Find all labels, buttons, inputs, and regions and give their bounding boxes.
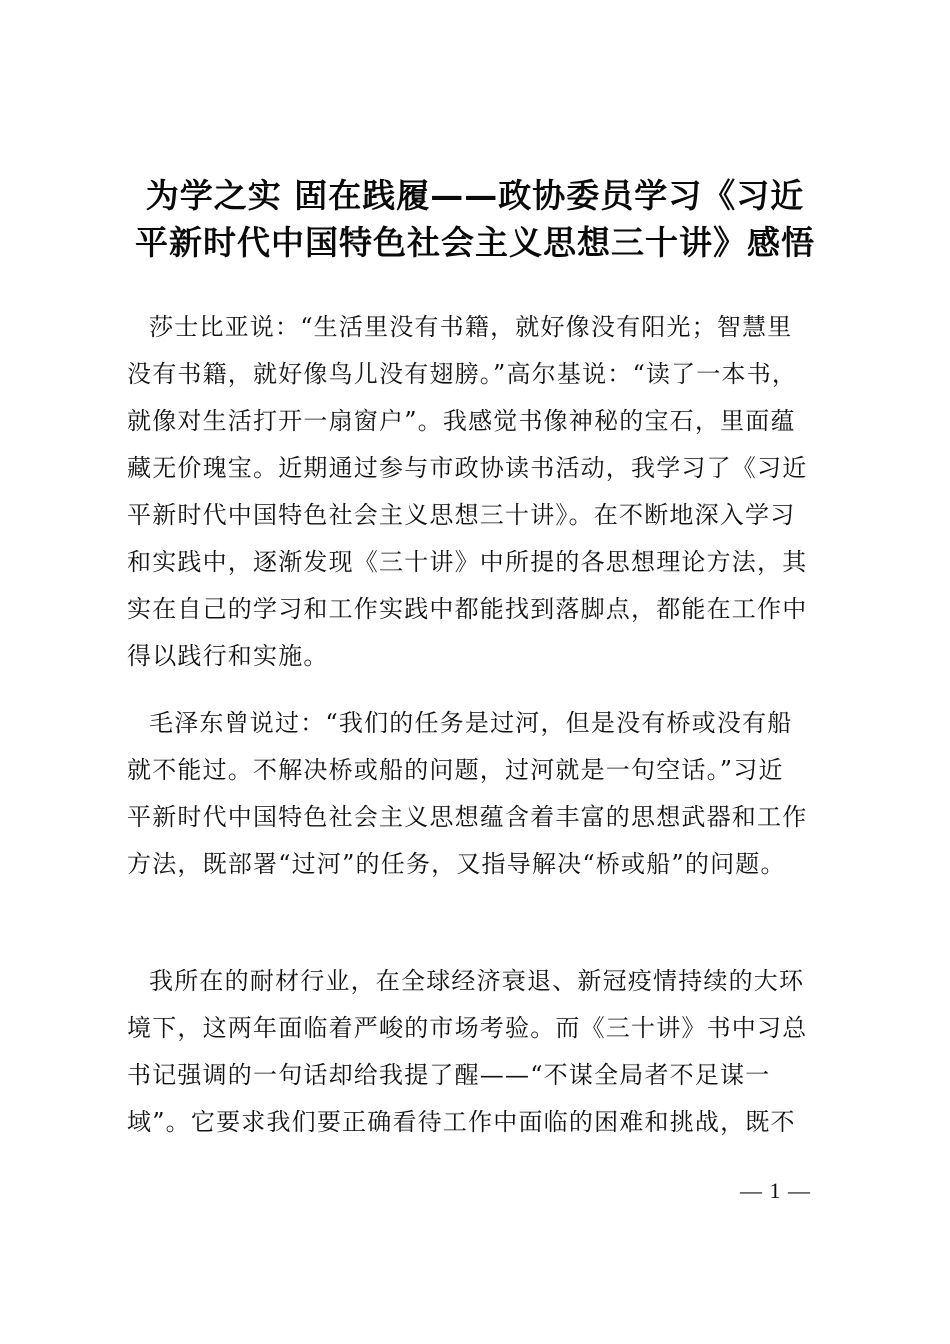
title-line-1: 为学之实 固在践履——政协委员学习《习近: [145, 176, 805, 215]
page-number: — 1 —: [740, 1178, 811, 1203]
paragraph-line: 得以践行和实施。: [127, 642, 329, 670]
paragraph-3: [127, 958, 833, 1146]
paragraph-line: 我所在的耐材行业，在全球经济衰退、新冠疫情持续的大环: [149, 967, 805, 995]
paragraph-line: 没有书籍，就好像鸟儿没有翅膀。”高尔基说：“读了一本书，: [127, 360, 798, 388]
paragraph-line: 就像对生活打开一扇窗户”。我感觉书像神秘的宝石，里面蕴: [127, 407, 796, 435]
paragraph-line: 毛泽东曾说过：“我们的任务是过河，但是没有桥或没有船: [149, 709, 793, 737]
paragraph-line: 域”。它要求我们要正确看待工作中面临的困难和挑战，既不: [127, 1108, 796, 1136]
paragraph-2: [127, 700, 833, 888]
paragraph-line: 方法，既部署“过河”的任务，又指导解决“桥或船”的问题。: [127, 850, 786, 878]
title-line-2: 平新时代中国特色社会主义思想三十讲》感悟: [135, 223, 815, 262]
paragraph-line: 平新时代中国特色社会主义思想蕴含着丰富的思想武器和工作: [127, 803, 808, 831]
paragraph-line: 莎士比亚说：“生活里没有书籍，就好像没有阳光；智慧里: [149, 313, 793, 341]
paragraph-line: 藏无价瑰宝。近期通过参与市政协读书活动，我学习了《习近: [127, 454, 808, 482]
paragraph-line: 平新时代中国特色社会主义思想三十讲》。在不断地深入学习: [127, 501, 796, 529]
paragraph-1: [127, 304, 833, 680]
paragraph-line: 实在自己的学习和工作实践中都能找到落脚点，都能在工作中: [127, 595, 808, 623]
paragraph-line: 和实践中，逐渐发现《三十讲》中所提的各思想理论方法，其: [127, 548, 808, 576]
paragraph-line: 就不能过。不解决桥或船的问题，过河就是一句空话。”习近: [127, 756, 784, 784]
paragraph-line: 书记强调的一句话却给我提了醒——“不谋全局者不足谋一: [127, 1061, 771, 1089]
document-title: [120, 172, 830, 266]
paragraph-line: 境下，这两年面临着严峻的市场考验。而《三十讲》书中习总: [127, 1014, 808, 1042]
